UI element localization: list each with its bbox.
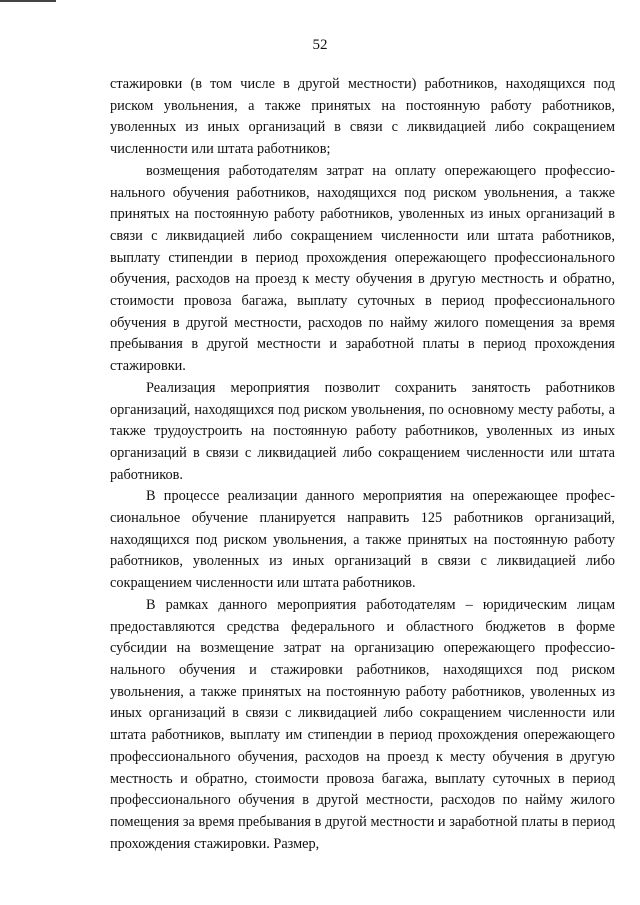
paragraph-planned-training: В процессе реализации данного мероприятия на опережающее профессиональное обучение планируется направить 125 работников организаций, находящихся под риском увольнения, а также принятых на постоянную работу работников, уволенных из иных организаций в связи с ликвидацией либо сокращением численности или штата работников. (110, 488, 615, 592)
document-body (110, 74, 615, 855)
paragraph-implementation: Реализация мероприятия позволит сохранить занятость работников организаций, находящихся под риском увольнения, по основному месту работы, а также трудоустроить на постоянную работу работников, уволенных из иных организаций в связи с ликвидацией либо сокращением численности или штата работников. (110, 379, 615, 483)
paragraph-continuation: стажировки (в том числе в другой местности) работников, находящихся под риском увольнения, а также принятых на постоянную работу работников, уволенных из иных организаций в связи с ликвидацией либо сокращением численности или штата работников; (110, 76, 615, 158)
paragraph-reimbursement: возмещения работодателям затрат на оплату опережающего профессионального обучения работников, находящихся под риском увольнения, а также принятых на постоянную работу работников, уволенных из иных организаций в связи с ликвидацией либо сокращением численности или штата работников, выплату стипендии в период прохождения опережающего профессионального обучения, расходов на проезд к месту обучения в другую местность и обратно, стоимости провоза багажа, выплату суточных в период профессионального обучения в другой местности, расходов по найму жилого помещения за время пребывания в другой местности и заработной платы в период прохождения стажировки. (110, 162, 615, 375)
scan-edge-mark (0, 0, 56, 2)
page-number: 52 (312, 37, 328, 53)
paragraph-subsidy: В рамках данного мероприятия работодателям – юридическим лицам предоставляются средства федерального и областного бюджетов в форме субсидии на возмещение затрат на организацию опережающего профессионального обучения и стажировки работников, находящихся под риском увольнения, а также принятых на постоянную работу работников, уволенных из иных организаций в связи с ликвидацией либо сокращением численности или штата работников, выплату им стипендии в период прохождения опережающего профессионального обучения, расходов на проезд к месту обучения в другую местность и обратно, стоимости провоза багажа, выплату суточных в период профессионального обучения в другой местности, расходов по найму жилого помещения за время пребывания в другой местности и заработной платы в период прохождения стажировки. Размер, (110, 596, 615, 852)
